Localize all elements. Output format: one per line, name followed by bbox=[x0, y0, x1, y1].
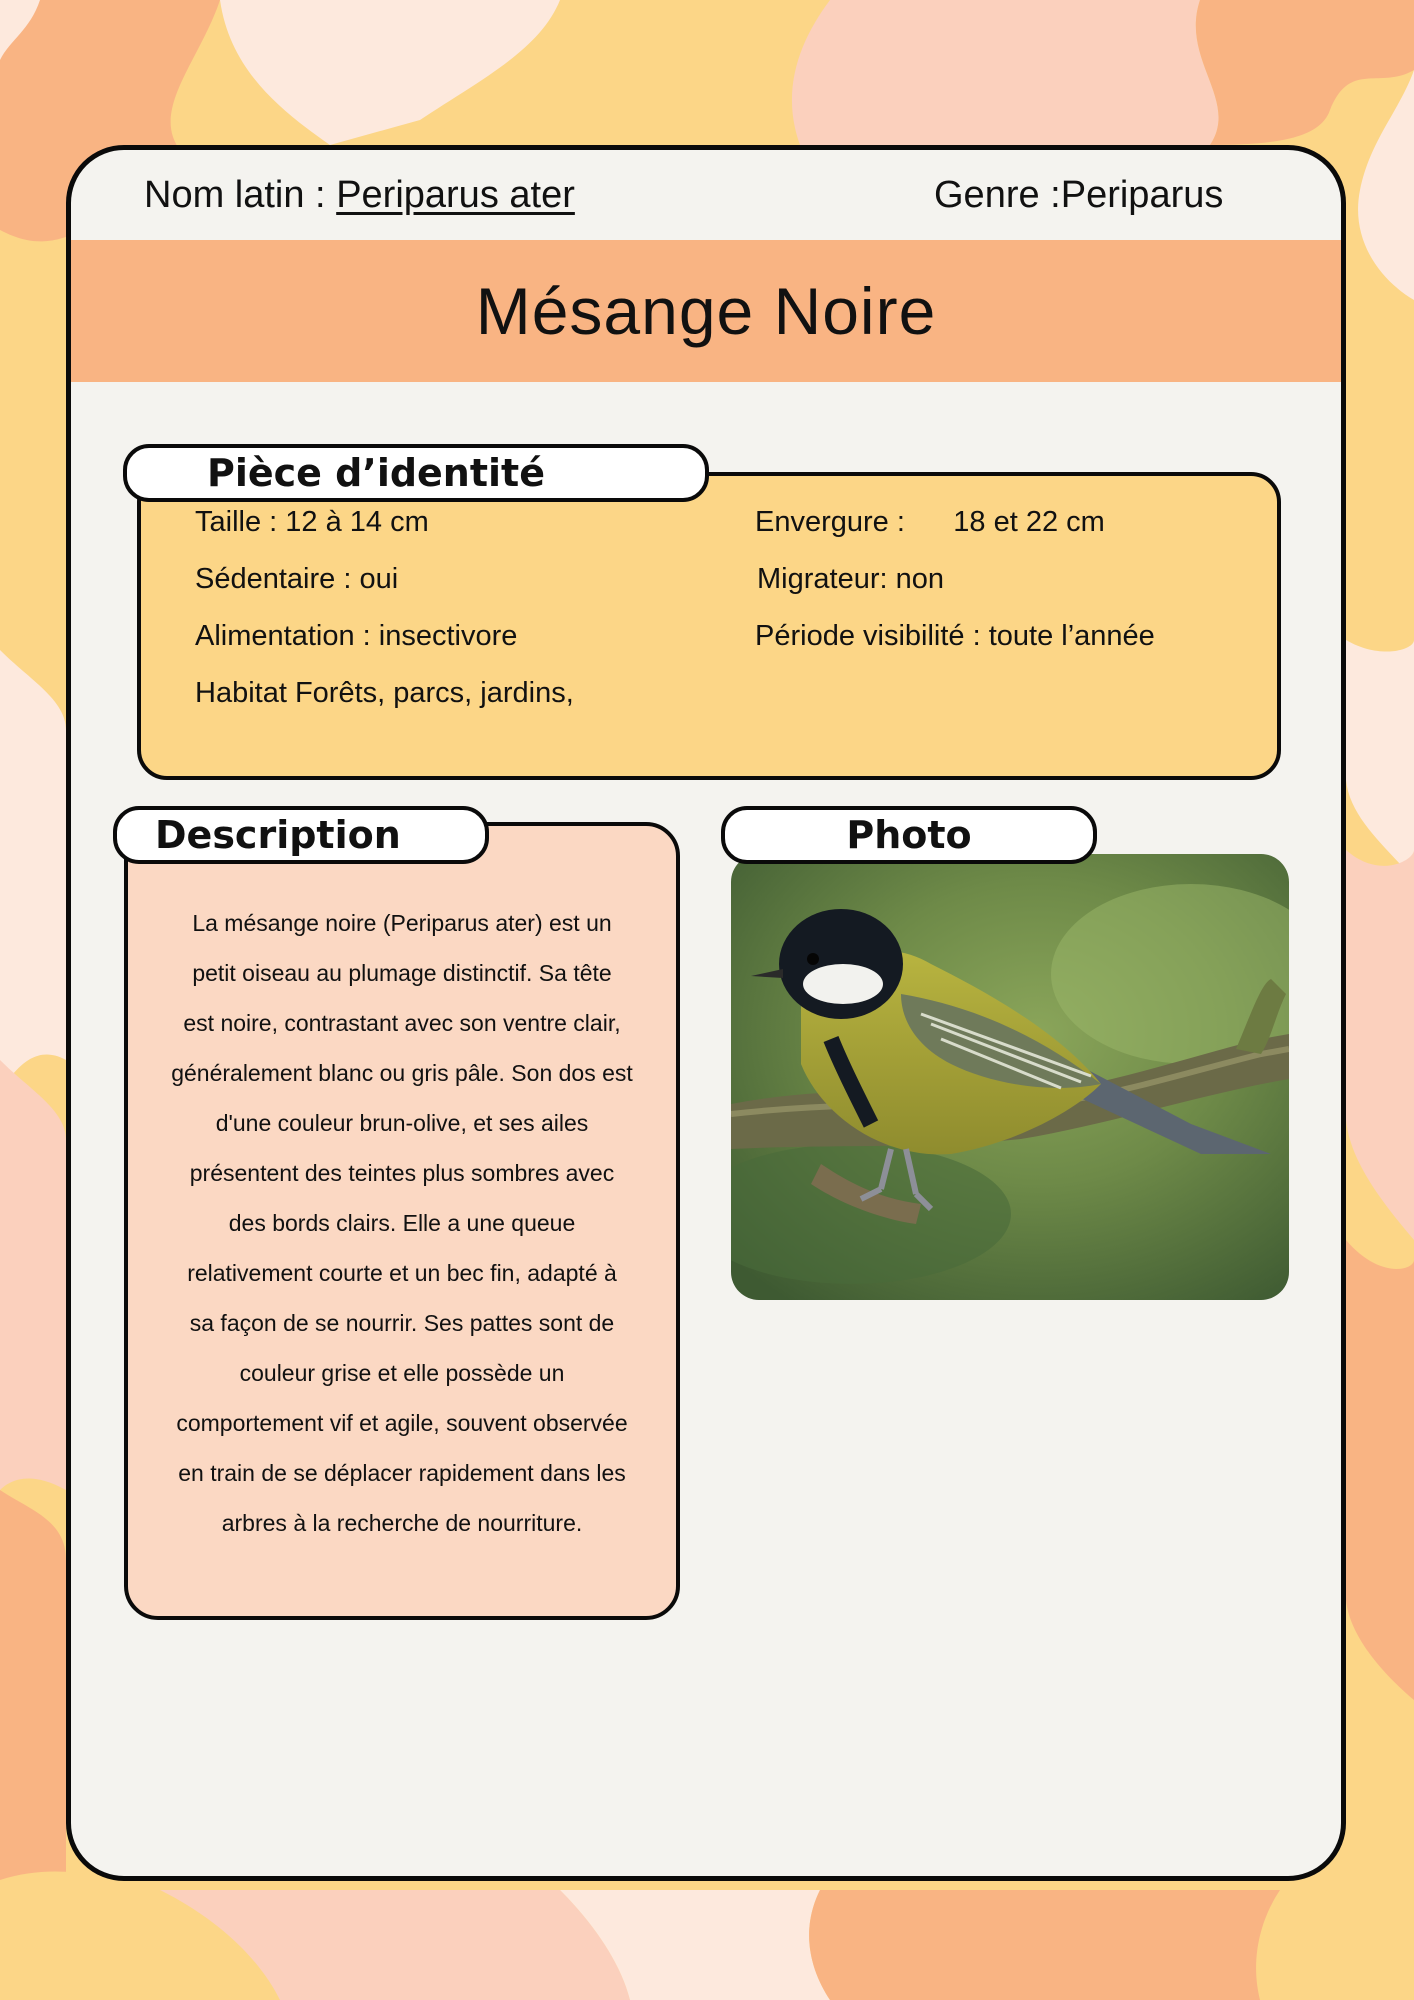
latin-name bbox=[144, 174, 575, 217]
description-line: petit oiseau au plumage distinctif. Sa tête bbox=[192, 960, 612, 986]
description-line: arbres à la recherche de nourriture. bbox=[221, 1510, 583, 1536]
description-line: est noire, contrastant avec son ventre clair, bbox=[183, 1010, 621, 1036]
description-line: généralement blanc ou gris pâle. Son dos est bbox=[171, 1060, 633, 1086]
header-row bbox=[71, 150, 1341, 240]
title-banner bbox=[71, 240, 1341, 382]
photo-heading: Photo bbox=[721, 806, 1097, 864]
latin-name-label: Nom latin : bbox=[144, 174, 326, 216]
description-heading: Description bbox=[113, 806, 489, 864]
species-card bbox=[66, 145, 1346, 1881]
bird-photo bbox=[731, 854, 1289, 1300]
genre: Genre :Periparus bbox=[934, 174, 1224, 216]
description-text bbox=[128, 898, 676, 1548]
description-line: des bords clairs. Elle a une queue bbox=[228, 1210, 576, 1236]
latin-name-value: Periparus ater bbox=[336, 174, 575, 216]
description-line: couleur grise et elle possède un bbox=[239, 1360, 565, 1386]
field-migrateur: Migrateur: non bbox=[757, 563, 944, 595]
page-title: Mésange Noire bbox=[475, 274, 937, 348]
field-periode: Période visibilité : toute l’année bbox=[755, 620, 1155, 652]
field-taille: Taille : 12 à 14 cm bbox=[195, 506, 429, 538]
field-envergure: Envergure : 18 et 22 cm bbox=[755, 506, 1105, 538]
field-habitat: Habitat Forêts, parcs, jardins, bbox=[195, 677, 574, 709]
description-line: comportement vif et agile, souvent observée bbox=[176, 1410, 628, 1436]
description-box bbox=[124, 822, 680, 1620]
field-sedentaire: Sédentaire : oui bbox=[195, 563, 399, 595]
description-line: d'une couleur brun-olive, et ses ailes bbox=[215, 1110, 589, 1136]
description-line: sa façon de se nourrir. Ses pattes sont de bbox=[189, 1310, 615, 1336]
description-line: en train de se déplacer rapidement dans les bbox=[178, 1460, 626, 1486]
description-line: présentent des teintes plus sombres avec bbox=[189, 1160, 615, 1186]
field-alimentation: Alimentation : insectivore bbox=[195, 620, 518, 652]
description-line: La mésange noire (Periparus ater) est un bbox=[192, 910, 612, 936]
description-line: relativement courte et un bec fin, adapté à bbox=[187, 1260, 617, 1286]
identity-heading: Pièce d’identité bbox=[123, 444, 709, 502]
